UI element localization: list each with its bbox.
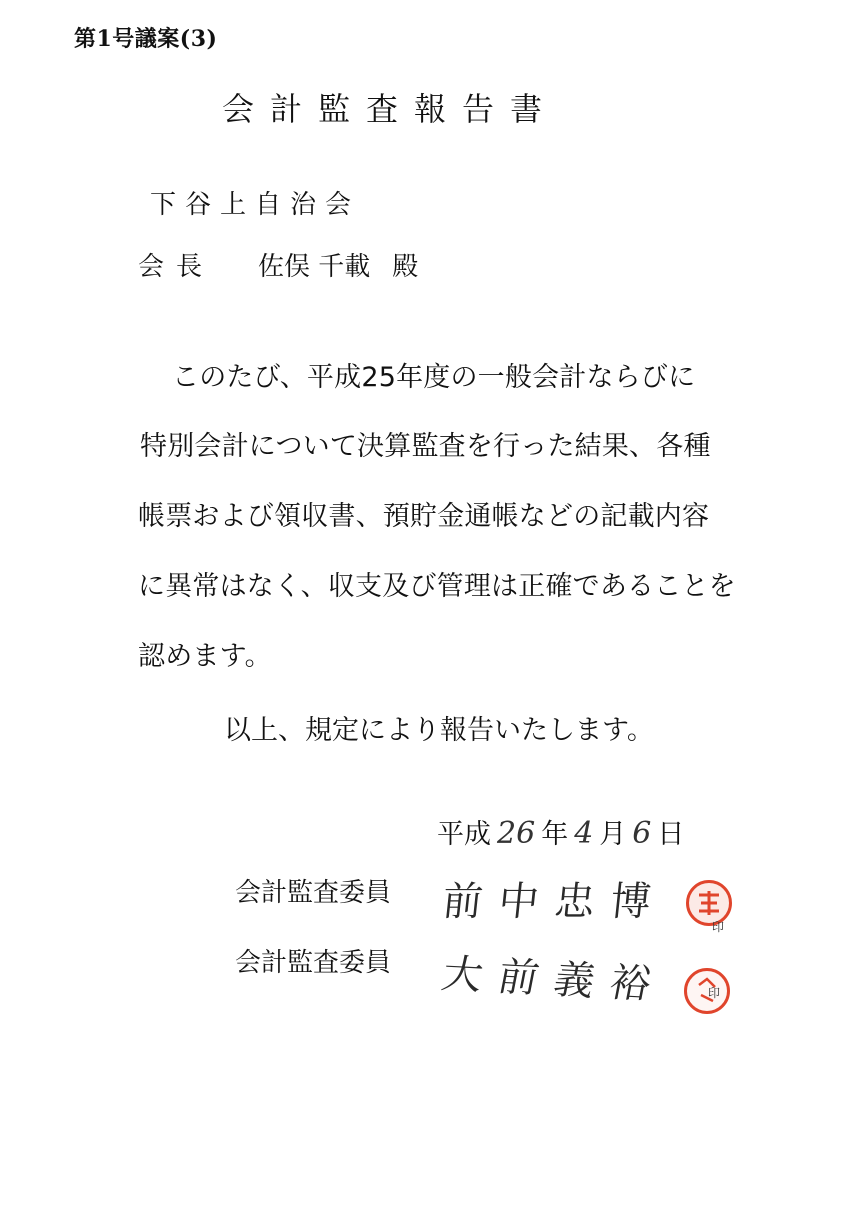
document-title: 会計監査報告書 [222,90,559,128]
body-line-3: 帳票および領収書、預貯金通帳などの記載内容 [138,501,710,532]
auditor-1-label: 会計監査委員 [235,878,392,908]
date-month: 4 [574,816,594,851]
auditor-1-seal-icon [686,880,732,926]
date-day-unit: 日 [657,819,685,850]
date-era: 平成 [437,819,491,850]
date-year-unit: 年 [541,819,569,850]
closing-statement: 以上、規定により報告いたします。 [224,715,654,746]
addressee-line [138,246,418,283]
auditor-2-label: 会計監査委員 [235,948,392,978]
body-line-1: このたび、平成25年度の一般会計ならびに [172,362,696,393]
addressee-role: 会長 [138,252,215,282]
addressee-name: 佐俣 千載 [258,252,371,282]
body-line-4: に異常はなく、収支及び管理は正確であることを [138,571,736,602]
date-year: 26 [497,816,536,851]
auditor-2-signature: 大前義裕 [438,951,671,1009]
addressee-organization: 下谷上自治会 [150,190,361,220]
date-month-unit: 月 [599,819,627,850]
auditor-1-signature: 前中忠博 [440,879,670,925]
date-day: 6 [632,816,652,851]
auditor-2-seal-icon [684,968,730,1014]
body-line-5: 認めます。 [138,641,272,672]
addressee-honorific: 殿 [392,252,419,282]
agenda-number: 第1号議案(3) [74,26,218,52]
report-date [437,812,684,851]
body-line-2: 特別会計について決算監査を行った結果、各種 [140,431,711,462]
auditor-2-seal-mark: 印 [708,986,721,1000]
auditor-1-seal-mark: 印 [712,920,725,934]
